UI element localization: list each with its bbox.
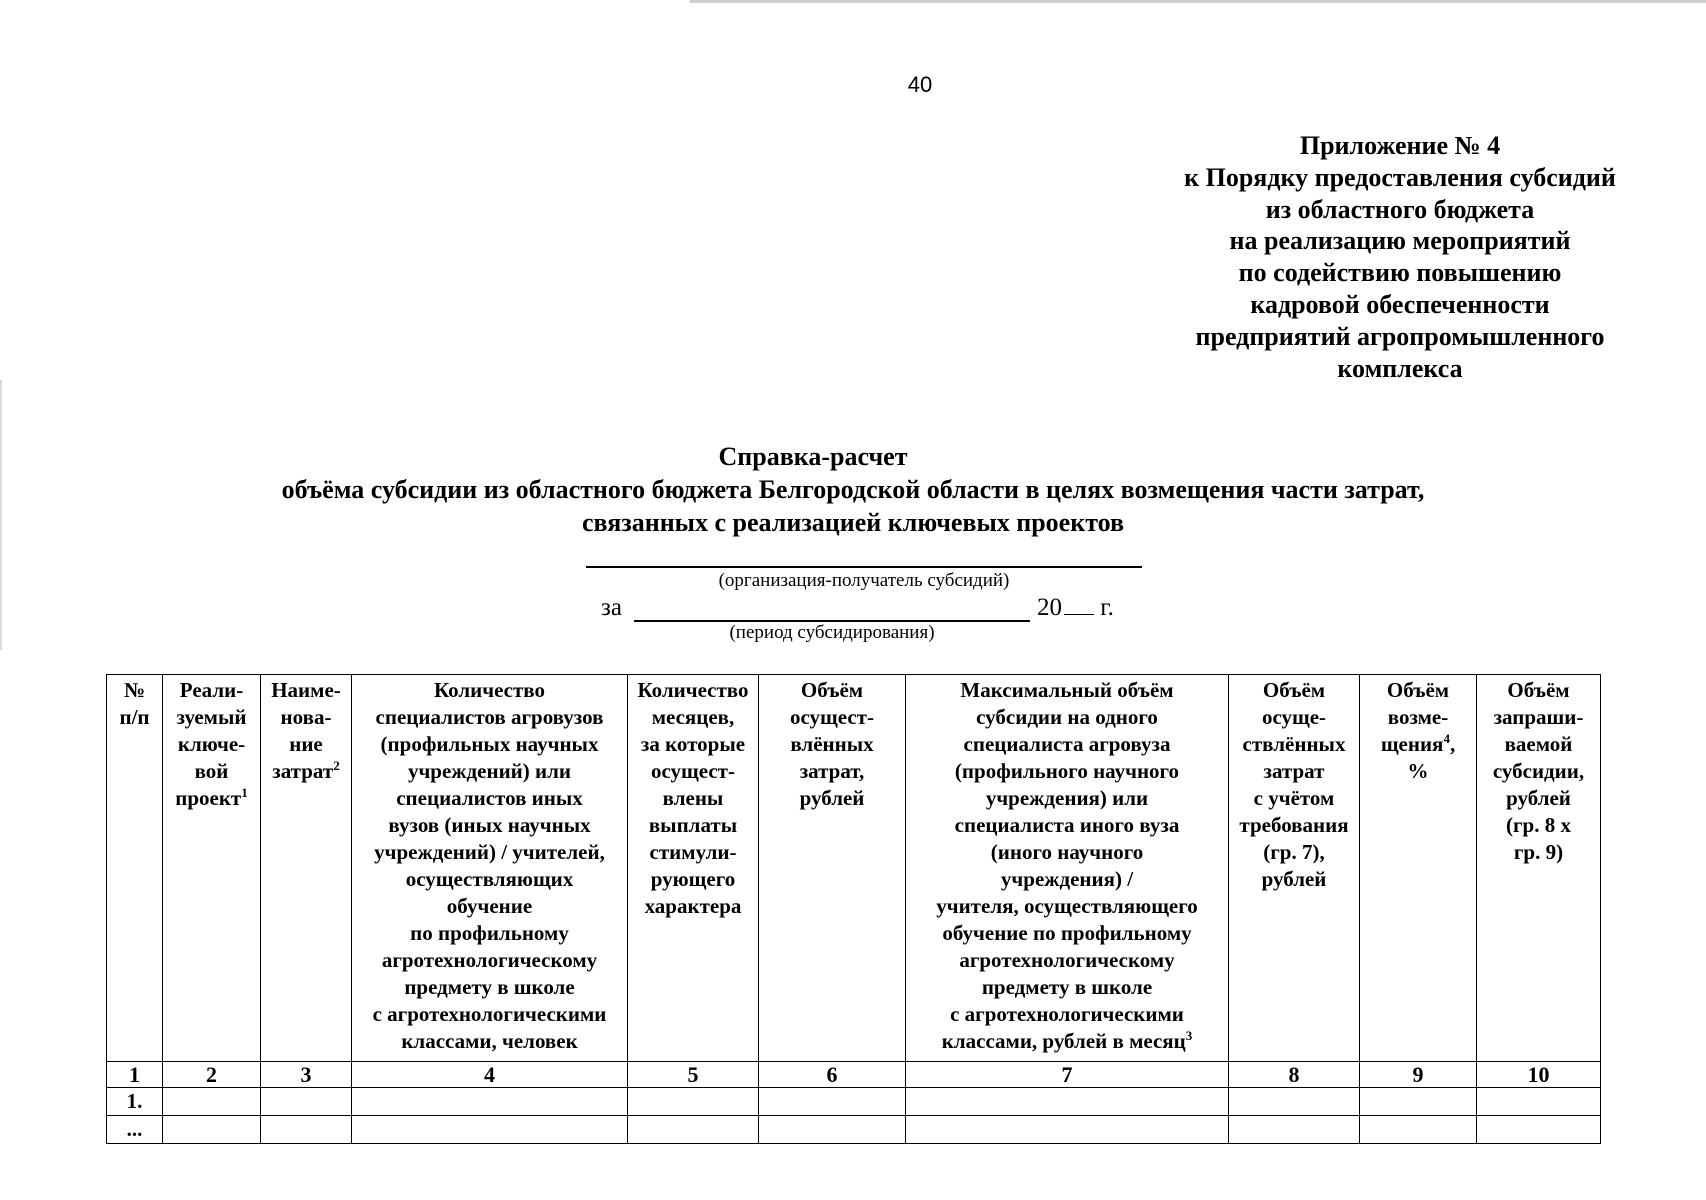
header-line: ключе- xyxy=(177,732,246,756)
table-cell xyxy=(1229,1116,1360,1144)
header-line: (профильного научного xyxy=(954,759,1180,783)
header-line: № xyxy=(123,678,146,702)
column-number-cell: 7 xyxy=(906,1062,1229,1088)
header-line: Объём xyxy=(800,678,864,702)
table-cell xyxy=(1360,1116,1477,1144)
footnote-marker: 2 xyxy=(333,758,340,773)
title-line: Справка-расчет xyxy=(718,442,908,471)
header-line: обучение xyxy=(446,894,533,918)
header-line: учреждения) или xyxy=(985,786,1149,810)
header-line: нова- xyxy=(280,705,332,729)
header-line: субсидии на одного xyxy=(976,705,1158,729)
header-cell-col-4 xyxy=(352,675,628,1062)
header-line: месяцев, xyxy=(651,705,735,729)
table-cell xyxy=(1477,1116,1601,1144)
header-line: с агротехнологическими xyxy=(372,1002,607,1026)
header-line: ние xyxy=(289,732,323,756)
header-line: агротехнологическому xyxy=(381,948,598,972)
header-line: п/п xyxy=(119,705,150,729)
header-line: классами, человек xyxy=(401,1029,578,1053)
header-line: специалиста иного вуза xyxy=(954,813,1180,837)
appendix-line: на реализацию мероприятий xyxy=(1229,226,1571,256)
organization-caption: (организация-получатель субсидий) xyxy=(718,570,1010,591)
header-cell-col-9 xyxy=(1360,675,1477,1062)
header-line: влённых xyxy=(790,732,874,756)
appendix-line: комплекса xyxy=(1337,353,1463,383)
header-line: по профильному xyxy=(410,921,569,945)
table-cell xyxy=(628,1088,759,1116)
table-cell xyxy=(759,1116,906,1144)
header-line: учреждений) / учителей, xyxy=(374,840,605,864)
appendix-line: к Порядку предоставления субсидий xyxy=(1184,162,1616,192)
table-cell: ... xyxy=(107,1116,163,1144)
header-line: Объём xyxy=(1507,678,1570,702)
header-line: вузов (иных научных xyxy=(388,813,591,837)
header-line: специалиста агровуза xyxy=(963,732,1171,756)
table-cell xyxy=(906,1116,1229,1144)
table-cell: 1. xyxy=(107,1088,163,1116)
header-line: проект$^1$ xyxy=(175,785,248,810)
header-line: (гр. 7), xyxy=(1263,840,1325,864)
table-cell xyxy=(163,1116,261,1144)
header-cell-col-7 xyxy=(906,675,1229,1062)
header-line: затрат, xyxy=(799,759,865,783)
header-line: с учётом xyxy=(1253,786,1335,810)
header-line: запраши- xyxy=(1493,705,1584,729)
header-line: Максимальный объём xyxy=(960,678,1174,702)
header-line: затрат$^2$ xyxy=(272,758,340,783)
header-line: ствлённых xyxy=(1242,732,1346,756)
footnote-marker: 3 xyxy=(1185,1028,1193,1043)
header-line: Количество xyxy=(433,678,546,702)
year-fill-line xyxy=(1064,594,1094,615)
header-line: (профильных научных xyxy=(380,732,599,756)
year-prefix: 20 xyxy=(1037,594,1062,621)
table-cell xyxy=(1477,1088,1601,1116)
header-line: классами, рублей в месяц$^3$ xyxy=(941,1028,1193,1053)
table-cell xyxy=(261,1088,352,1116)
header-cell-col-10 xyxy=(1477,675,1601,1062)
table-row xyxy=(107,1116,1601,1144)
footnote-marker: 1 xyxy=(241,785,248,800)
period-prefix: за xyxy=(601,594,622,621)
header-line: учителя, осуществляющего xyxy=(936,894,1198,918)
header-line: специалистов агровузов xyxy=(375,705,604,729)
header-line: учреждения) / xyxy=(1000,867,1134,891)
header-line: предмету в школе xyxy=(404,975,575,999)
header-line: Наиме- xyxy=(271,678,341,702)
appendix-line: кадровой обеспеченности xyxy=(1250,289,1550,319)
header-line: (иного научного xyxy=(990,840,1144,864)
header-cell-col-3 xyxy=(261,675,352,1062)
column-number-cell: 4 xyxy=(352,1062,628,1088)
header-line: характера xyxy=(644,894,742,918)
title-line: связанных с реализацией ключевых проектов xyxy=(581,508,1125,537)
table-header-row xyxy=(107,675,1601,1062)
document-title xyxy=(0,440,1706,539)
header-line: щения$^4$, xyxy=(1380,731,1456,756)
header-line: выплаты xyxy=(648,813,738,837)
column-number-cell: 8 xyxy=(1229,1062,1360,1088)
header-line: Реали- xyxy=(179,678,244,702)
year-suffix: г. xyxy=(1100,594,1114,621)
column-number-row xyxy=(107,1062,1601,1088)
header-line: с агротехнологическими xyxy=(950,1002,1184,1026)
header-line: за которые xyxy=(640,732,746,756)
appendix-block xyxy=(1130,130,1670,384)
header-line: рублей xyxy=(799,786,865,810)
title-line: объёма субсидии из областного бюджета Белгородской области в целях возмещения части затрат, xyxy=(281,475,1425,504)
table-cell xyxy=(261,1116,352,1144)
column-number-cell: 9 xyxy=(1360,1062,1477,1088)
footnote-marker: 4 xyxy=(1443,731,1450,746)
header-cell-col-5 xyxy=(628,675,759,1062)
table-row xyxy=(107,1088,1601,1116)
header-cell-col-2 xyxy=(163,675,261,1062)
header-line: учреждений) или xyxy=(407,759,572,783)
top-scan-rule xyxy=(690,0,1706,3)
table-cell xyxy=(759,1088,906,1116)
period-year xyxy=(1037,594,1114,622)
header-line: возме- xyxy=(1387,705,1449,729)
table-cell xyxy=(906,1088,1229,1116)
header-line: требования xyxy=(1239,813,1349,837)
column-number-cell: 10 xyxy=(1477,1062,1601,1088)
table-cell xyxy=(1360,1088,1477,1116)
header-line: затрат xyxy=(1263,759,1325,783)
appendix-line: предприятий агропромышленного xyxy=(1195,321,1605,351)
header-line: Объём xyxy=(1386,678,1450,702)
header-cell-col-1 xyxy=(107,675,163,1062)
header-line: осуще- xyxy=(1261,705,1327,729)
header-line: обучение по профильному xyxy=(942,921,1192,945)
table-cell xyxy=(628,1116,759,1144)
header-line: гр. 9) xyxy=(1513,840,1564,864)
table-cell xyxy=(352,1088,628,1116)
header-line: Количество xyxy=(637,678,749,702)
organization-fill-line xyxy=(586,566,1142,568)
header-line: осущест- xyxy=(651,759,735,783)
header-cell-col-8 xyxy=(1229,675,1360,1062)
header-line: рублей xyxy=(1506,786,1571,810)
header-line: рующего xyxy=(650,867,736,891)
header-line: агротехнологическому xyxy=(959,948,1175,972)
header-line: стимули- xyxy=(649,840,737,864)
table-cell xyxy=(352,1116,628,1144)
table-cell xyxy=(1229,1088,1360,1116)
header-line: % xyxy=(1407,759,1429,783)
appendix-line: из областного бюджета xyxy=(1265,194,1535,224)
appendix-line: Приложение № 4 xyxy=(1299,131,1501,160)
header-line: зуемый xyxy=(176,705,247,729)
header-line: ваемой xyxy=(1504,732,1573,756)
period-caption: (период субсидирования) xyxy=(729,622,935,643)
column-number-cell: 6 xyxy=(759,1062,906,1088)
header-line: влены xyxy=(662,786,724,810)
header-cell-col-6 xyxy=(759,675,906,1062)
header-line: осущест- xyxy=(790,705,874,729)
column-number-cell: 5 xyxy=(628,1062,759,1088)
column-number-cell: 1 xyxy=(107,1062,163,1088)
header-line: (гр. 8 х xyxy=(1506,813,1571,837)
header-line: вой xyxy=(194,759,229,783)
appendix-line: по содействию повышению xyxy=(1238,258,1562,288)
page-number: 40 xyxy=(907,72,933,97)
header-line: Объём xyxy=(1262,678,1326,702)
header-line: рублей xyxy=(1261,867,1327,891)
calculation-table xyxy=(106,674,1601,1144)
table-cell xyxy=(163,1088,261,1116)
header-line: предмету в школе xyxy=(981,975,1153,999)
column-number-cell: 3 xyxy=(261,1062,352,1088)
header-line: субсидии, xyxy=(1492,759,1585,783)
header-line: осуществляющих xyxy=(405,867,574,891)
header-line: специалистов иных xyxy=(396,786,583,810)
column-number-cell: 2 xyxy=(163,1062,261,1088)
